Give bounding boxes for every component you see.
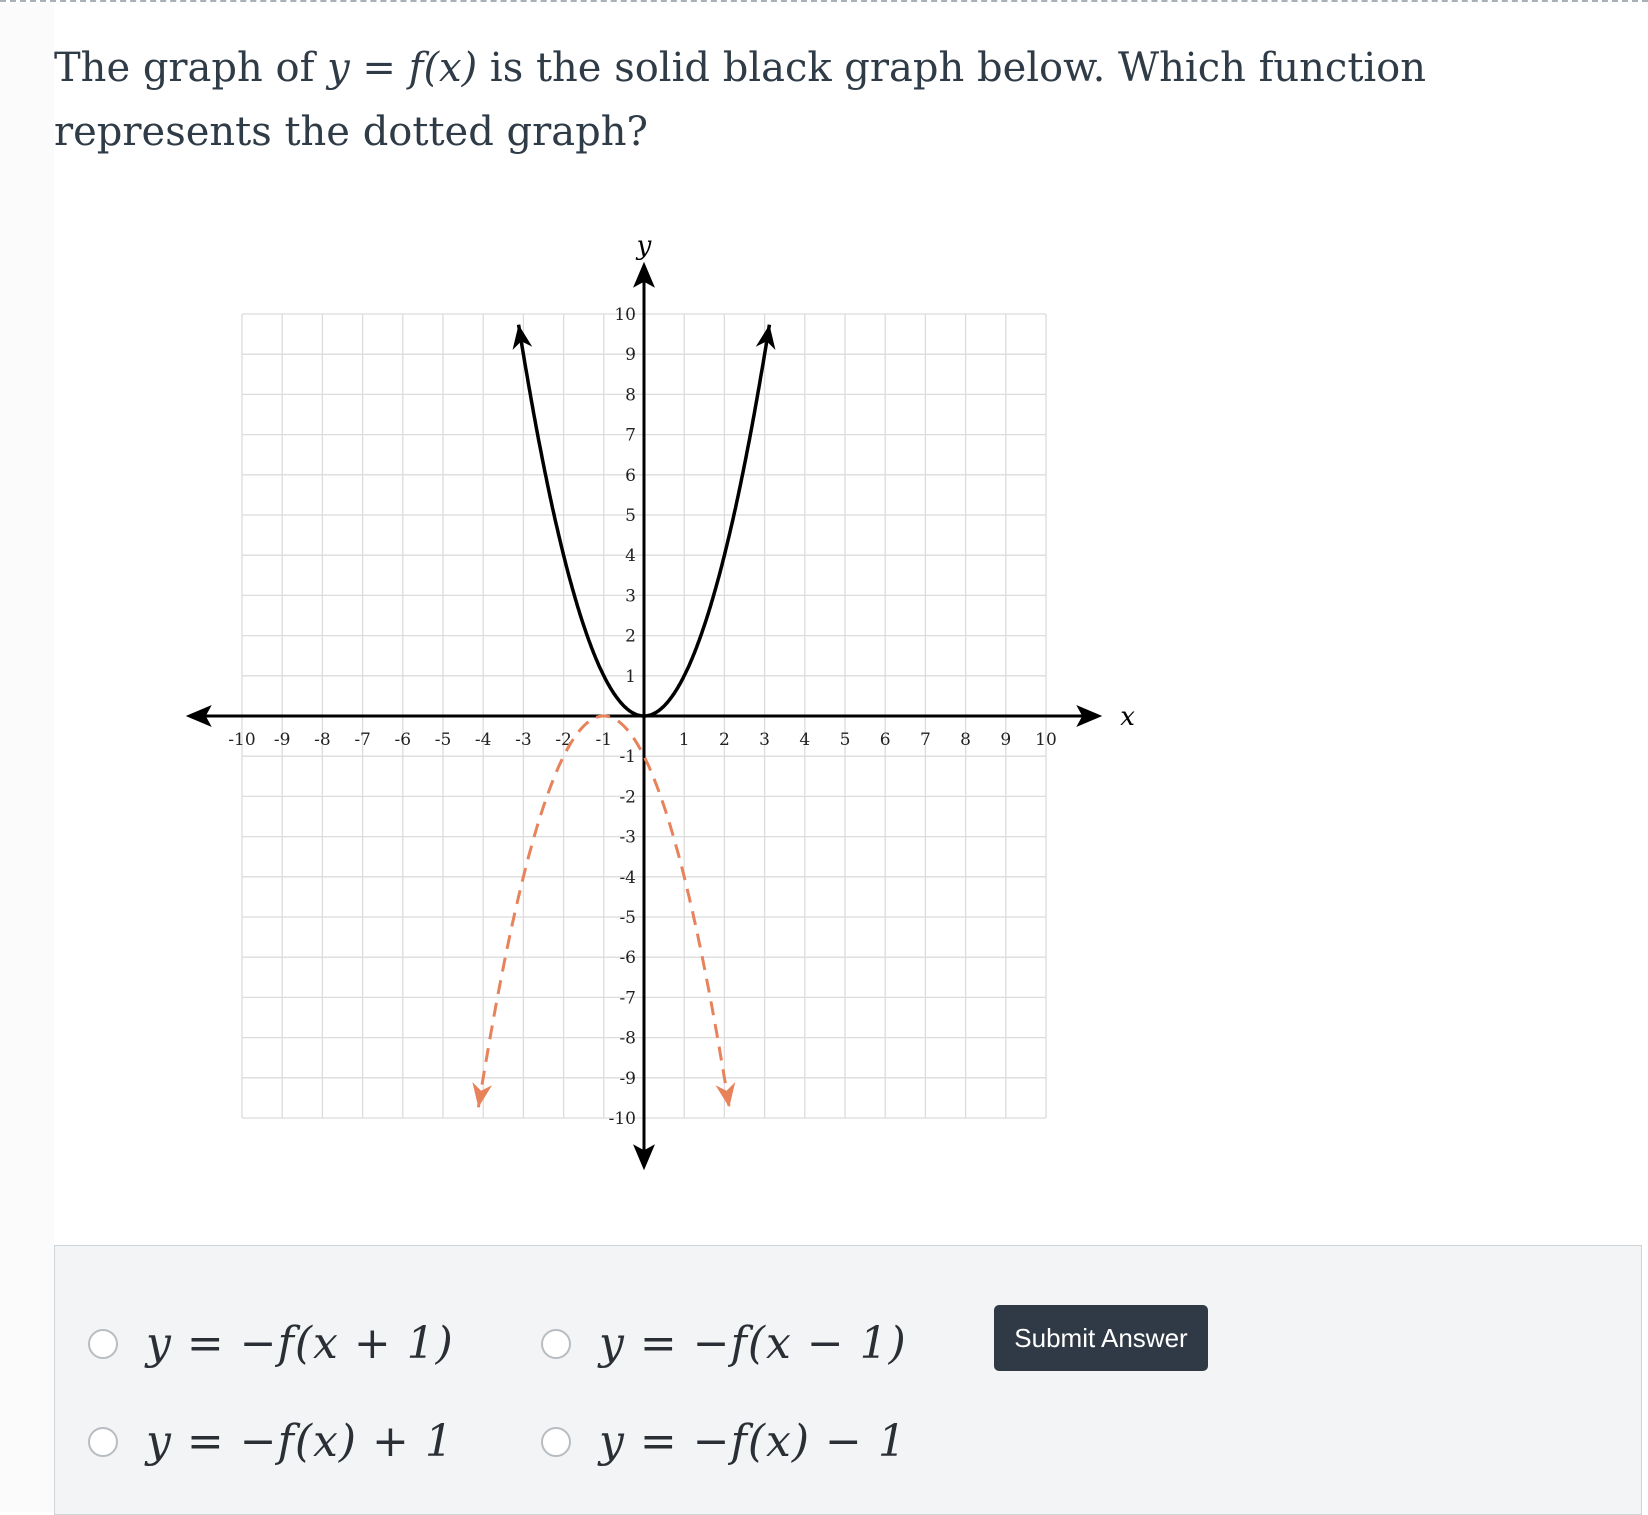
dashed-curve-left-arrow	[472, 1082, 492, 1107]
choice-1[interactable]	[88, 1318, 454, 1369]
x-tick-label: 3	[759, 730, 771, 750]
x-tick-label: -8	[314, 730, 331, 750]
choice-4-label: y = −f(x) − 1	[599, 1416, 907, 1467]
y-tick-label: -6	[619, 948, 636, 969]
y-tick-label: -10	[608, 1109, 636, 1129]
question-prefix: The graph of	[54, 45, 328, 91]
x-tick-label: 2	[718, 730, 730, 750]
y-tick-label: -5	[619, 908, 636, 928]
question-suffix: is the solid black graph below. Which function represents the dotted graph?	[54, 45, 1427, 155]
x-tick-label: -1	[595, 730, 613, 750]
y-tick-label: -1	[619, 747, 636, 768]
x-axis-label: x	[1120, 702, 1135, 732]
radio-button[interactable]	[88, 1329, 118, 1359]
x-tick-label: -9	[273, 730, 291, 750]
y-tick-label: 2	[625, 626, 636, 647]
y-tick-label: -7	[619, 988, 636, 1009]
y-tick-label: 9	[625, 345, 636, 366]
x-tick-label: 5	[839, 730, 851, 750]
answer-panel	[54, 1245, 1642, 1515]
y-tick-label: 10	[614, 305, 636, 325]
x-tick-label: -6	[394, 730, 412, 750]
submit-answer-button[interactable]: Submit Answer	[994, 1305, 1208, 1371]
dashed-curve-right-arrow	[716, 1082, 736, 1107]
x-tick-label: -10	[228, 730, 256, 750]
x-tick-label: -5	[434, 730, 452, 750]
choice-1-label: y = −f(x + 1)	[146, 1318, 454, 1369]
radio-button[interactable]	[541, 1427, 571, 1457]
y-tick-label: -2	[619, 787, 636, 808]
x-tick-label: 10	[1035, 730, 1057, 750]
x-tick-label: 7	[919, 730, 931, 750]
radio-button[interactable]	[541, 1329, 571, 1359]
y-tick-label: 4	[625, 546, 636, 567]
x-tick-label: -7	[354, 730, 371, 750]
y-tick-label: 1	[625, 666, 636, 687]
y-axis-label: y	[636, 230, 652, 261]
choice-3[interactable]	[88, 1416, 454, 1467]
x-tick-label: 8	[960, 730, 972, 750]
choice-2[interactable]	[541, 1318, 907, 1369]
radio-button[interactable]	[88, 1427, 118, 1457]
x-tick-label: -3	[515, 730, 532, 750]
x-tick-label: 4	[799, 730, 811, 750]
choice-2-label: y = −f(x − 1)	[599, 1318, 907, 1369]
y-tick-label: -8	[619, 1028, 636, 1049]
y-tick-label: -4	[619, 867, 636, 888]
x-tick-label: -2	[555, 730, 572, 750]
y-tick-label: -9	[619, 1068, 636, 1089]
y-tick-label: 6	[625, 465, 636, 486]
x-tick-label: 1	[678, 730, 690, 750]
y-tick-label: 5	[625, 506, 636, 526]
y-tick-label: 3	[625, 586, 636, 607]
choice-4[interactable]	[541, 1416, 907, 1467]
y-tick-label: 7	[625, 425, 636, 446]
choice-3-label: y = −f(x) + 1	[146, 1416, 454, 1467]
question-math: y = f(x)	[327, 45, 478, 91]
y-tick-label: -3	[619, 827, 636, 848]
x-tick-label: 9	[1000, 730, 1012, 750]
x-tick-label: -4	[474, 730, 492, 750]
y-tick-label: 8	[625, 385, 636, 406]
x-tick-label: 6	[879, 730, 891, 750]
